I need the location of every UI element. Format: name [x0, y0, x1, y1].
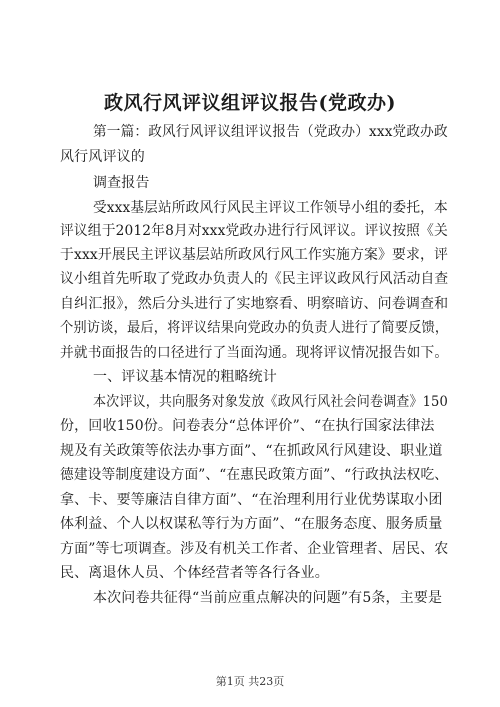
text-line: 调查报告 [93, 175, 150, 191]
text-line: 德建设等制度建设方面”、“在惠民政策方面”、“行政执法权吃、 [60, 467, 449, 483]
text-line: 民、离退休人员、个体经营者等各行各业。 [60, 565, 329, 581]
text-line: 份，回收150份。问卷表分“总体评价”、“在执行国家法律法 [60, 418, 435, 434]
document-title: 政风行风评议组评议报告(党政办) [104, 92, 396, 114]
text-line: 方面”等七项调查。涉及有机关工作者、企业管理者、居民、农 [60, 541, 449, 557]
text-line: 规及有关政策等依法办事方面”、“在抓政风行风建设、职业道 [60, 443, 443, 459]
text-line: 评议组于2012年8月对xxx党政办进行行风评议。评议按照《关 [60, 223, 448, 239]
text-line: 第一篇：政风行风评议组评议报告（党政办）xxx党政办政 [93, 124, 448, 140]
text-line: 议小组首先听取了党政办负责人的《民主评议政风行风活动自查 [60, 271, 449, 287]
section-heading: 一、评议基本情况的粗略统计 [93, 369, 277, 385]
text-line: 个别访谈，最后，将评议结果向党政办的负责人进行了简要反馈， [60, 320, 449, 336]
text-line: 本次评议，共向服务对象发放《政风行风社会问卷调查》150 [93, 394, 448, 410]
text-line: 受xxx基层站所政风行风民主评议工作领导小组的委托，本 [93, 200, 448, 216]
text-line: 拿、卡、要等廉洁自律方面”、“在治理利用行业优势谋取小团 [60, 492, 443, 508]
page-footer: 第1页 共23页 [215, 675, 285, 688]
text-line: 自纠汇报》，然后分头进行了实地察看、明察暗访、问卷调查和 [60, 296, 449, 312]
text-line: 风行风评议的 [60, 149, 145, 165]
text-line: 体利益、个人以权谋私等行为方面”、“在服务态度、服务质量 [60, 516, 443, 532]
text-line: 并就书面报告的口径进行了当面沟通。现将评议情况报告如下。 [60, 345, 449, 361]
text-line: 于xxx开展民主评议基层站所政风行风工作实施方案》要求，评 [60, 247, 449, 263]
text-line: 本次问卷共征得“当前应重点解决的问题”有5条，主要是 [93, 590, 443, 606]
